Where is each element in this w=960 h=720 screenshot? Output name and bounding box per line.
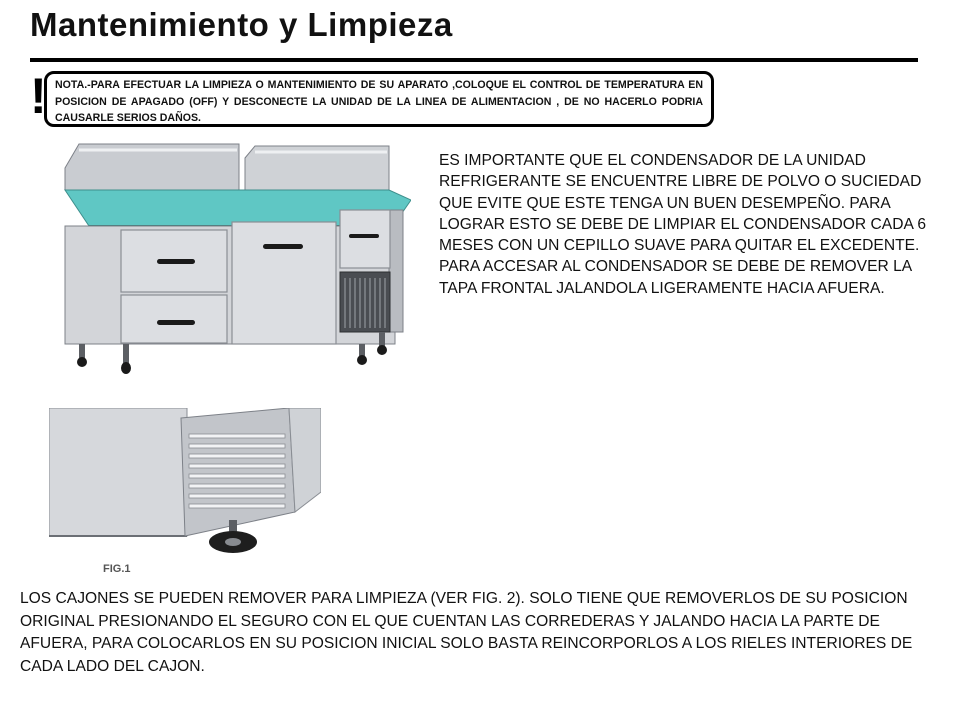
warning-icon: !	[30, 68, 47, 124]
warning-note-text: NOTA.-PARA EFECTUAR LA LIMPIEZA O MANTENIMIENTO DE SU APARATO ,COLOQUE EL CONTROL DE TEMPERATURA EN POSICION DE APAGADO (OFF) Y DESCONECTE LA UNIDAD DE LA LINEA DE ALIMENTACION , DE NO HACERLO PODRIA CAUSARLE SERIOS DAÑOS.	[55, 79, 703, 124]
warning-note-box	[44, 71, 714, 127]
drawer-instructions: LOS CAJONES SE PUEDEN REMOVER PARA LIMPIEZA (VER FIG. 2). SOLO TIENE QUE REMOVERLOS DE SU POSICION ORIGINAL PRESIONANDO EL SEGURO CON EL QUE CUENTAN LAS CORREDERAS Y JALANDO HACIA LA PARTE DE AFUERA, PARA COLOCARLOS EN SU POSICION INICIAL SOLO BASTA REINCORPORLOS A LOS RIELES INTERIORES DE CADA LADO DEL CAJON.	[20, 590, 913, 675]
figure-caption: FIG.1	[103, 563, 131, 575]
refrigerated-table-image	[59, 138, 411, 376]
title-divider	[30, 58, 918, 62]
condenser-grille-image	[49, 408, 321, 554]
condenser-instructions: ES IMPORTANTE QUE EL CONDENSADOR DE LA UNIDAD REFRIGERANTE SE ENCUENTRE LIBRE DE POLVO O SUCIEDAD QUE EVITE QUE ESTE TENGA UN BUEN DESEMPEÑO. PARA LOGRAR ESTO SE DEBE DE LIMPIAR EL CONDENSADOR CADA 6 MESES CON UN CEPILLO SUAVE PARA QUITAR EL EXCEDENTE. PARA ACCESAR AL CONDENSADOR SE DEBE DE REMOVER LA TAPA FRONTAL JALANDOLA LIGERAMENTE HACIA AFUERA.	[439, 152, 926, 297]
page-title: Mantenimiento y Limpieza	[30, 6, 453, 43]
